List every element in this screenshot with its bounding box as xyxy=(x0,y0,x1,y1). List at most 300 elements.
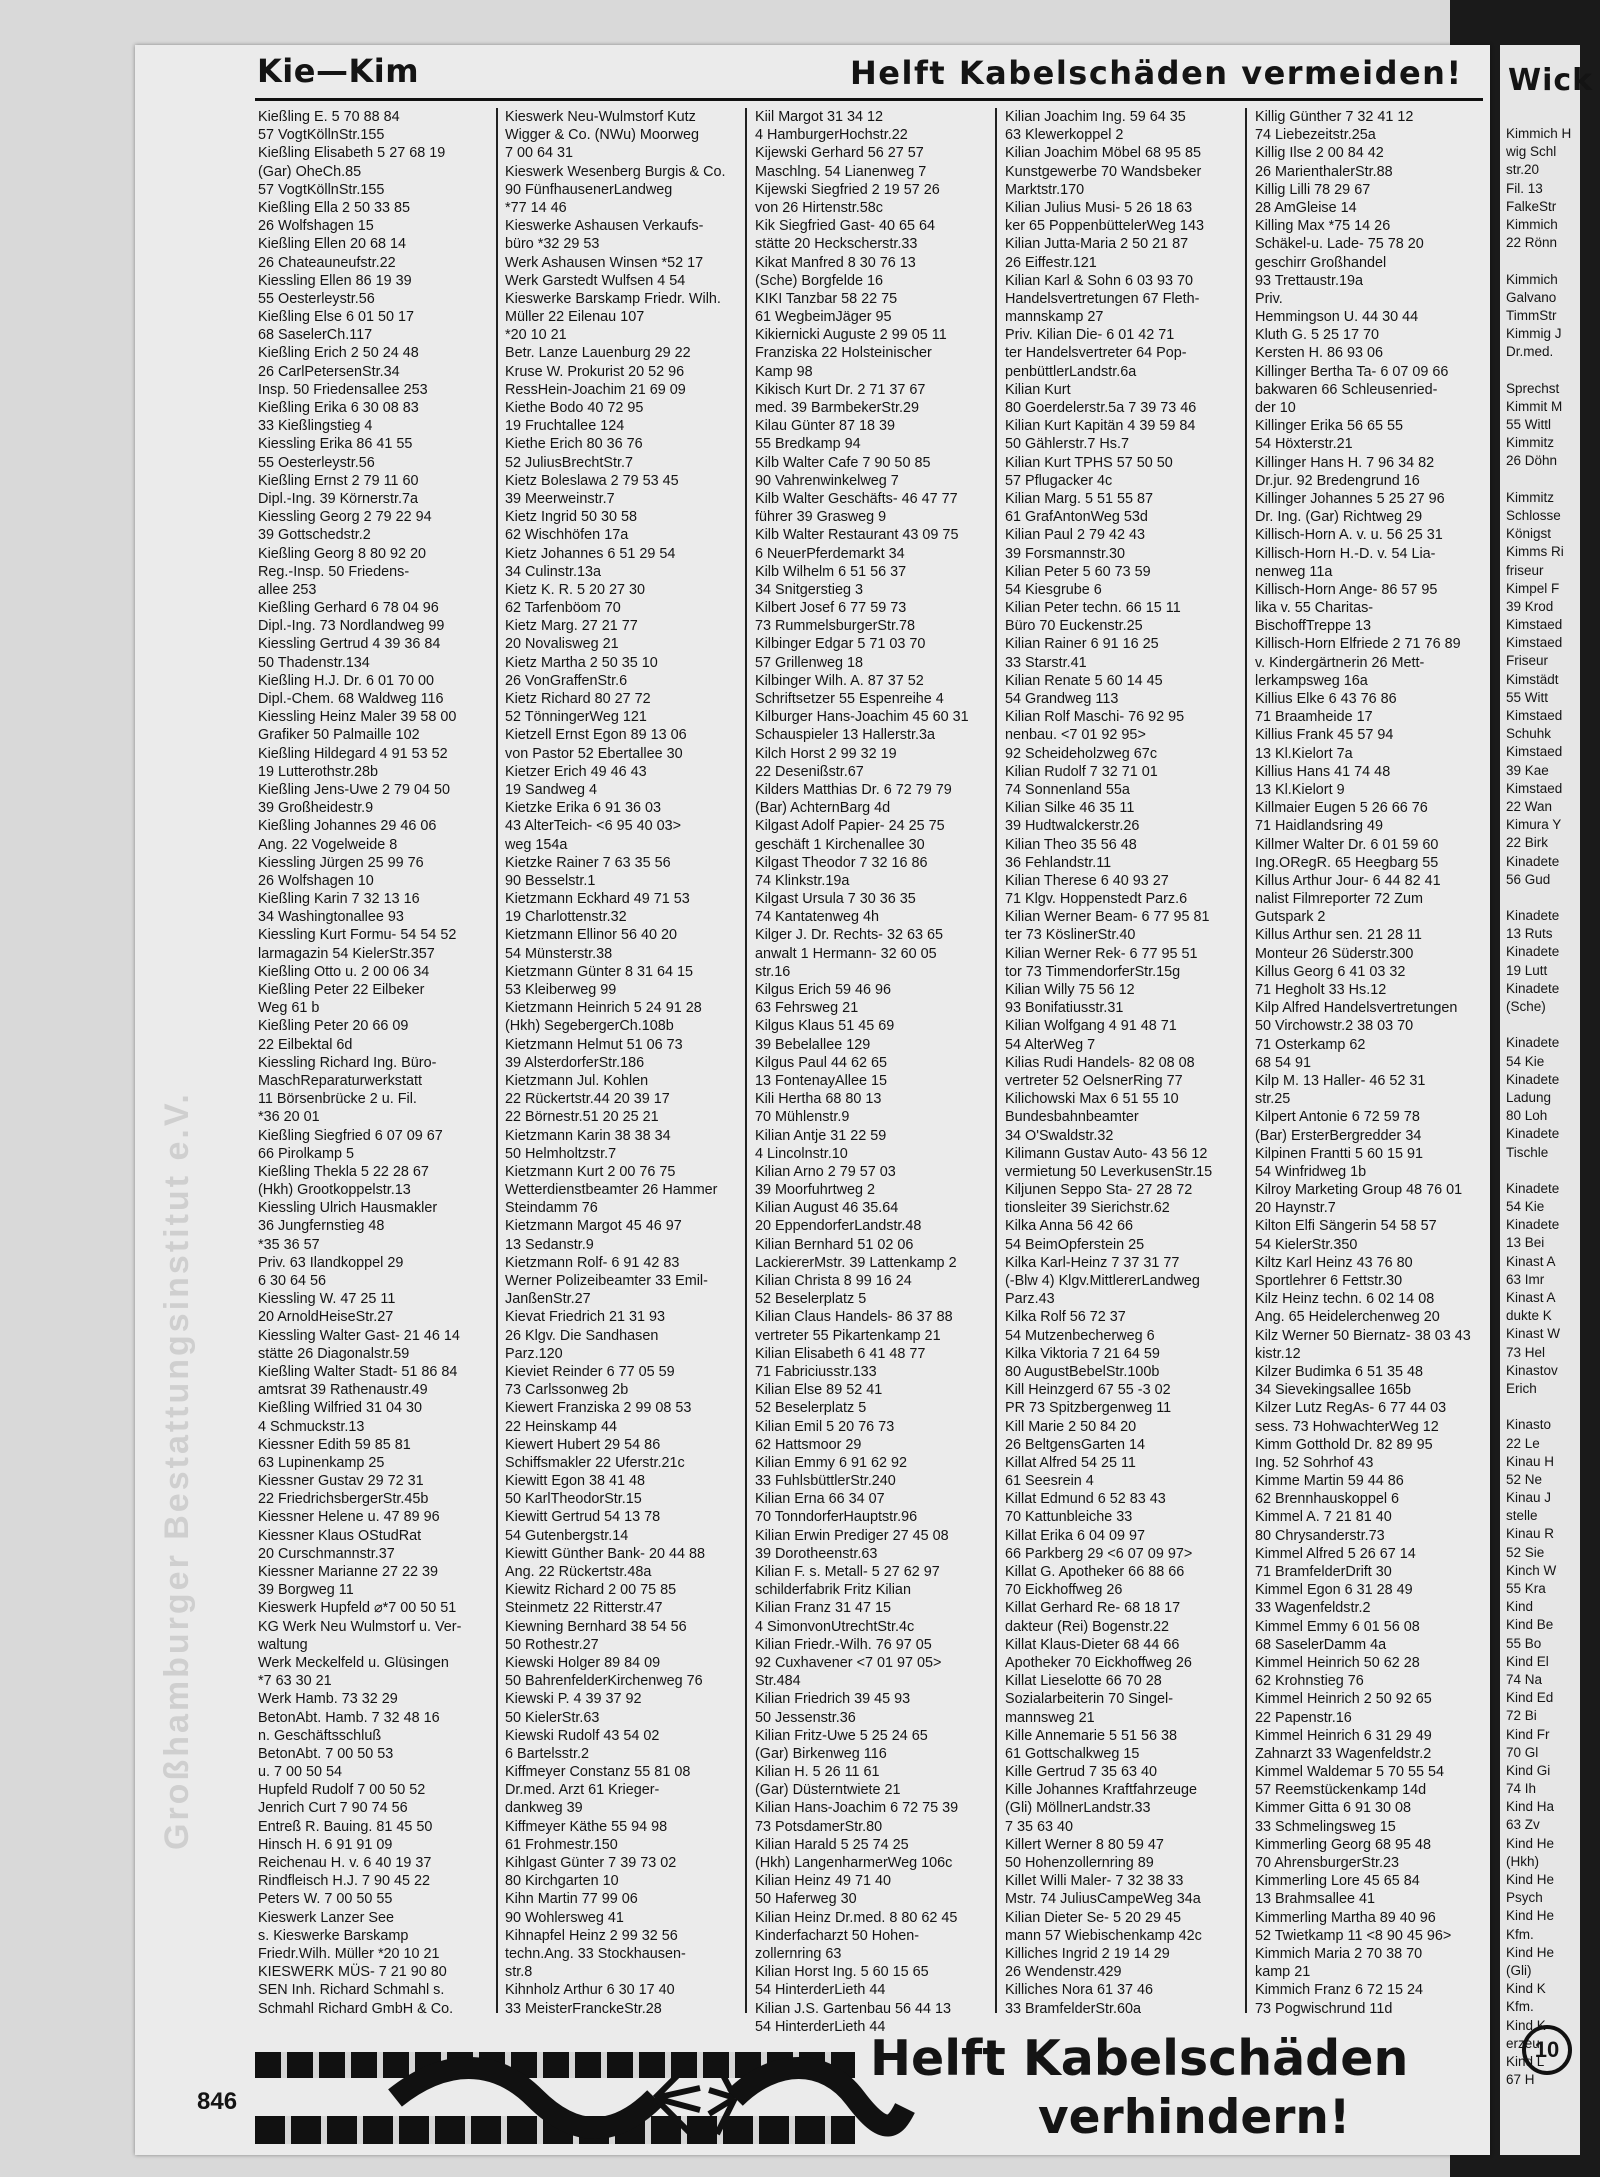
listing-line: Killat Lieselotte 66 70 28 xyxy=(1005,1673,1162,1690)
listing-line: kistr.12 xyxy=(1255,1345,1301,1362)
listing-line: Kilian J.S. Gartenbau 56 44 13 xyxy=(755,2000,952,2017)
listing-line: Schmahl Richard GmbH & Co. xyxy=(258,2000,454,2017)
listing-line: Kiessling Walter Gast- 21 46 14 xyxy=(258,1327,460,1344)
listing-line: SEN Inh. Richard Schmahl s. xyxy=(258,1982,445,1999)
next-page-line: Kimmit M xyxy=(1506,398,1563,414)
listing-line: 54 HinterderLieth 44 xyxy=(755,2018,886,2035)
listing-line: Kimmerling Martha 89 40 96 xyxy=(1255,1909,1436,1926)
listing-line: Kilau Günter 87 18 39 xyxy=(755,418,896,435)
next-page-line: Kind He xyxy=(1506,1835,1555,1851)
listing-line: 50 BahrenfelderKirchenweg 76 xyxy=(505,1673,703,1690)
next-page-line: 39 Kae xyxy=(1506,762,1549,778)
listing-line: Dr. Ing. (Gar) Richtweg 29 xyxy=(1255,509,1423,526)
listing-line: allee 253 xyxy=(258,581,317,598)
listing-line: Kihlgast Günter 7 39 73 02 xyxy=(505,1855,677,1871)
listing-line: mann 57 Wiebischenkamp 42c xyxy=(1005,1927,1202,1944)
listing-line: Kihn Martin 77 99 06 xyxy=(505,1891,638,1908)
listing-line: Kilian Erwin Prediger 27 45 08 xyxy=(755,1527,949,1544)
listing-line: Kimmel Heinrich 2 50 92 65 xyxy=(1255,1691,1432,1708)
listing-line: *7 63 30 21 xyxy=(258,1673,332,1690)
next-page-line: Kind Be xyxy=(1506,1617,1554,1633)
listing-line: 54 Münsterstr.38 xyxy=(505,945,613,962)
listing-line: *35 36 57 xyxy=(258,1236,320,1253)
listing-line: Kießling Jens-Uwe 2 79 04 50 xyxy=(258,781,450,798)
listing-line: 54 Kiesgrube 6 xyxy=(1005,581,1102,598)
listing-line: 73 Pogwischrund 11d xyxy=(1255,2000,1393,2017)
listing-line: 50 Gählerstr.7 Hs.7 xyxy=(1005,436,1129,453)
listing-line: Kiljunen Seppo Sta- 27 28 72 xyxy=(1005,1182,1193,1199)
listing-line: Kietz Marg. 27 21 77 xyxy=(505,618,638,635)
listing-line: Kießling Hildegard 4 91 53 52 xyxy=(258,745,448,762)
listing-line: Kilian Claus Handels- 86 37 88 xyxy=(755,1309,953,1326)
listing-line: Marktstr.170 xyxy=(1005,181,1085,198)
listing-line: Killing Max *75 14 26 xyxy=(1255,218,1391,235)
listing-line: Kilz Heinz techn. 6 02 14 08 xyxy=(1255,1291,1435,1308)
listing-line: Kilian August 46 35.64 xyxy=(755,1200,899,1217)
listing-line: Kilichowski Max 6 51 55 10 xyxy=(1005,1091,1179,1108)
listing-line: Kiessling W. 47 25 11 xyxy=(258,1291,396,1308)
listing-line: s. Kieswerke Barskamp xyxy=(258,1927,409,1944)
listing-line: Kilian Silke 46 35 11 xyxy=(1005,800,1135,817)
listing-line: Kietzmann Kurt 2 00 76 75 xyxy=(505,1163,676,1180)
listing-line: 93 Trettaustr.19a xyxy=(1255,272,1363,289)
listing-line: Kiessling Richard Ing. Büro- xyxy=(258,1054,437,1071)
listing-line: Kilian Heinz Dr.med. 8 80 62 45 xyxy=(755,1909,958,1926)
listing-line: Kiewning Bernhard 38 54 56 xyxy=(505,1618,687,1635)
listing-line: n. Geschäftsschluß xyxy=(258,1727,382,1744)
listing-line: 80 Chrysanderstr.73 xyxy=(1255,1527,1385,1544)
listing-line: Zahnarzt 33 Wagenfeldstr.2 xyxy=(1255,1745,1432,1762)
listing-line: Kikiernicki Auguste 2 99 05 11 xyxy=(755,327,947,344)
listing-line: Kießling Ella 2 50 33 85 xyxy=(258,199,411,216)
listing-line: Kilka Viktoria 7 21 64 59 xyxy=(1005,1345,1160,1362)
listing-line: Kilgus Paul 44 62 65 xyxy=(755,1054,888,1071)
listing-line: nenweg 11a xyxy=(1255,563,1333,580)
listing-line: (Gar) Düsterntwiete 21 xyxy=(755,1782,901,1799)
listing-line: 74 Kantatenweg 4h xyxy=(755,909,880,926)
listing-line: Kimmel Egon 6 31 28 49 xyxy=(1255,1582,1413,1599)
next-page-line: Tischle xyxy=(1506,1144,1549,1160)
next-page-line: Kinast A xyxy=(1506,1253,1556,1269)
listing-line: Kietzmann Heinrich 5 24 91 28 xyxy=(505,1000,702,1017)
listing-line: Ing. 52 Sohrhof 43 xyxy=(1255,1454,1374,1471)
listing-line: Kilz Werner 50 Biernatz- 38 03 43 xyxy=(1255,1327,1471,1344)
listing-line: Steindamm 76 xyxy=(505,1200,598,1217)
listing-line: 61 Seesrein 4 xyxy=(1005,1473,1094,1490)
listing-line: zollernring 63 xyxy=(755,1945,842,1962)
next-page-line: Kinadete xyxy=(1506,1180,1560,1196)
listing-line: 66 Parkberg 29 <6 07 09 97> xyxy=(1005,1545,1193,1562)
next-page-line: Kind xyxy=(1506,1599,1534,1615)
listing-line: Killus Georg 6 41 03 32 xyxy=(1255,963,1406,980)
listing-line: Kießling Erich 2 50 24 48 xyxy=(258,345,419,362)
listing-line: 71 Braamheide 17 xyxy=(1255,709,1373,726)
listing-line: 68 SaselerDamm 4a xyxy=(1255,1636,1387,1653)
listing-line: Priv. 63 Ilandkoppel 29 xyxy=(258,1254,404,1271)
next-page-line: 56 Gud xyxy=(1506,871,1551,887)
listing-line: Jenrich Curt 7 90 74 56 xyxy=(258,1800,408,1817)
listing-line: Reg.-Insp. 50 Friedens- xyxy=(258,563,410,580)
listing-column-3 xyxy=(755,108,990,2035)
listing-line: Kietz Boleslawa 2 79 53 45 xyxy=(505,472,679,489)
listing-line: Kilian Jutta-Maria 2 50 21 87 xyxy=(1005,236,1189,253)
listing-line: 90 FünfhausenerLandweg xyxy=(505,181,673,198)
listing-line: Kietz Richard 80 27 72 xyxy=(505,691,651,707)
next-page-line: Kind He xyxy=(1506,1908,1555,1924)
listing-line: 53 Kleiberweg 99 xyxy=(505,982,617,998)
listing-line: Kimmerling Georg 68 95 48 xyxy=(1255,1836,1431,1853)
next-page-line: Galvano xyxy=(1506,289,1557,305)
listing-line: Kimmer Gitta 6 91 30 08 xyxy=(1255,1800,1411,1817)
listing-line: Ang. 22 Rückertstr.48a xyxy=(505,1564,652,1580)
next-page-edge xyxy=(1500,45,1594,2155)
listing-line: Kilp Alfred Handelsvertretungen xyxy=(1255,1000,1458,1017)
next-page-line: stelle xyxy=(1506,1508,1538,1524)
header-rule xyxy=(255,98,1483,101)
listing-line: dankweg 39 xyxy=(505,1800,583,1817)
listing-line: Kik Siegfried Gast- 40 65 64 xyxy=(755,218,935,235)
listing-line: Werk Garstedt Wulfsen 4 54 xyxy=(505,272,686,289)
listing-line: 54 Grandweg 113 xyxy=(1005,691,1119,707)
listing-line: Killat Alfred 54 25 11 xyxy=(1005,1454,1136,1471)
listing-line: 34 Sievekingsallee 165b xyxy=(1255,1382,1412,1399)
next-page-line: Kinau J xyxy=(1506,1490,1552,1506)
listing-line: Killiches Nora 61 37 46 xyxy=(1005,1982,1153,1999)
next-page-line: 67 H xyxy=(1506,2072,1535,2088)
column-divider xyxy=(995,108,997,2013)
listing-line: Steinmetz 22 Ritterstr.47 xyxy=(505,1600,663,1617)
listing-line: Schauspieler 13 Hallerstr.3a xyxy=(755,727,935,744)
listing-line: 71 Fabriciusstr.133 xyxy=(755,1363,877,1380)
next-page-line: Kinastov xyxy=(1506,1362,1558,1378)
next-page-line: Kinadete xyxy=(1506,1035,1560,1051)
listing-line: Kietzmann Rolf- 6 91 42 83 xyxy=(505,1254,680,1271)
listing-line: Ang. 65 Heidelerchenweg 20 xyxy=(1255,1309,1440,1326)
next-page-line: 52 Ne xyxy=(1506,1471,1543,1487)
listing-line: Kiessner Gustav 29 72 31 xyxy=(258,1473,424,1490)
next-page-line: 22 Rönn xyxy=(1506,235,1558,251)
listing-line: 54 Mutzenbecherweg 6 xyxy=(1005,1327,1155,1344)
next-page-line: Kimstaed xyxy=(1506,708,1563,723)
cable-damage-advert xyxy=(255,2030,1483,2150)
listing-line: Insp. 50 Friedensallee 253 xyxy=(258,381,428,398)
next-page-line: 54 Kie xyxy=(1506,1053,1545,1069)
listing-line: Kievat Friedrich 21 31 93 xyxy=(505,1309,665,1326)
listing-line: Kieswerke Ashausen Verkaufs- xyxy=(505,218,704,235)
listing-line: Kimmel Heinrich 6 31 29 49 xyxy=(1255,1727,1432,1744)
listing-line: Wetterdienstbeamter 26 Hammer xyxy=(505,1182,718,1199)
listing-line: 26 Klgv. Die Sandhasen xyxy=(505,1327,659,1344)
listing-line: Kilian Friedrich 39 45 93 xyxy=(755,1691,911,1708)
next-page-line: Kinast W xyxy=(1506,1326,1561,1342)
listing-line: Kilbinger Edgar 5 71 03 70 xyxy=(755,636,926,653)
listing-line: Killig Günther 7 32 41 12 xyxy=(1255,109,1414,125)
listing-line: 39 Borgweg 11 xyxy=(258,1582,354,1599)
listing-line: Kieswerke Barskamp Friedr. Wilh. xyxy=(505,290,721,307)
listing-line: Kilton Elfi Sängerin 54 58 57 xyxy=(1255,1218,1437,1235)
next-page-line xyxy=(1506,252,1586,270)
next-page-line: Kinast A xyxy=(1506,1290,1556,1305)
listing-line: Dipl.-Chem. 68 Waldweg 116 xyxy=(258,691,444,707)
listing-line: 39 AlsterdorferStr.186 xyxy=(505,1054,645,1071)
listing-line: 54 Gutenbergstr.14 xyxy=(505,1527,629,1544)
next-page-line: 22 Wan xyxy=(1506,798,1553,814)
listing-line: Kiewski Rudolf 43 54 02 xyxy=(505,1727,660,1744)
listing-line: Kilian Joachim Ing. 59 64 35 xyxy=(1005,109,1186,125)
listing-line: *36 20 01 xyxy=(258,1109,320,1126)
next-page-line: 52 Sie xyxy=(1506,1544,1545,1560)
listing-line: Kiethe Bodo 40 72 95 xyxy=(505,400,644,416)
listing-line: Kietzell Ernst Egon 89 13 06 xyxy=(505,727,687,744)
next-page-line: erzeu xyxy=(1506,2035,1540,2051)
listing-line: Kilpert Antonie 6 72 59 78 xyxy=(1255,1109,1420,1126)
next-page-line: Kinadete xyxy=(1506,1217,1560,1233)
listing-line: Kilian Dieter Se- 5 20 29 45 xyxy=(1005,1909,1181,1926)
listing-line: Kilian Kurt xyxy=(1005,381,1071,398)
next-page-line: 55 Witt xyxy=(1506,689,1549,705)
advert-subline: verhindern! xyxy=(1038,2090,1351,2145)
listing-line: 62 Tarfenböom 70 xyxy=(505,600,621,617)
listing-line: 22 FriedrichsbergerStr.45b xyxy=(258,1491,429,1508)
listing-line: 73 Carlssonweg 2b xyxy=(505,1382,629,1399)
listing-line: 50 Haferweg 30 xyxy=(755,1891,857,1908)
next-page-line: Kimmich H xyxy=(1506,126,1572,141)
listing-line: Kietzke Erika 6 91 36 03 xyxy=(505,800,661,817)
listing-line: 33 MeisterFranckeStr.28 xyxy=(505,2000,662,2017)
listing-line: Killig Lilli 78 29 67 xyxy=(1255,181,1371,198)
listing-line: Kilian Arno 2 79 57 03 xyxy=(755,1163,896,1180)
listing-line: 39 Hudtwalckerstr.26 xyxy=(1005,818,1140,835)
listing-line: 39 Großheidestr.9 xyxy=(258,800,374,817)
listing-line: Kieviet Reinder 6 77 05 59 xyxy=(505,1363,675,1380)
listing-line: 54 AlterWeg 7 xyxy=(1005,1036,1096,1053)
next-page-header: Wick xyxy=(1508,63,1594,98)
listing-line: Monteur 26 Süderstr.300 xyxy=(1255,945,1414,962)
listing-column-5 xyxy=(1255,108,1490,2018)
listing-line: 70 Mühlenstr.9 xyxy=(755,1109,850,1126)
listing-line: 54 KielerStr.350 xyxy=(1255,1236,1358,1253)
listing-line: Dr.jur. 92 Bredengrund 16 xyxy=(1255,472,1420,489)
listing-line: 80 Kirchgarten 10 xyxy=(505,1873,619,1890)
listing-line: 70 Kattunbleiche 33 xyxy=(1005,1509,1133,1526)
listing-line: (Gar) OheCh.85 xyxy=(258,163,362,180)
listing-line: 39 Meerweinstr.7 xyxy=(505,490,615,507)
listing-line: Kiessling Ellen 86 19 39 xyxy=(258,272,412,289)
listing-line: 74 Liebezeitstr.25a xyxy=(1255,127,1376,144)
listing-line: Kilbert Josef 6 77 59 73 xyxy=(755,600,907,617)
listing-line: Kilbinger Wilh. A. 87 37 52 xyxy=(755,672,924,689)
listing-line: tor 73 TimmendorferStr.15g xyxy=(1005,963,1181,980)
listing-line: BetonAbt. 7 00 50 53 xyxy=(258,1745,394,1762)
listing-line: Kiewitz Richard 2 00 75 85 xyxy=(505,1582,677,1599)
listing-line: Kilian Karl & Sohn 6 03 93 70 xyxy=(1005,272,1194,289)
listing-line: Kilian Harald 5 25 74 25 xyxy=(755,1836,909,1853)
listing-line: penbüttlerLandstr.6a xyxy=(1005,363,1137,380)
listing-line: Kilb Walter Geschäfts- 46 47 77 xyxy=(755,490,958,507)
listing-line: Killus Arthur sen. 21 28 11 xyxy=(1255,927,1422,944)
listing-line: nenbau. <7 01 92 95> xyxy=(1005,727,1146,744)
listing-line: 39 Gottschedstr.2 xyxy=(258,527,371,544)
listing-line: Kilian Rudolf 7 32 71 01 xyxy=(1005,763,1158,780)
listing-line: 22 Heinskamp 44 xyxy=(505,1418,617,1435)
listing-line: Kimmel Waldemar 5 70 55 54 xyxy=(1255,1764,1445,1781)
listing-line: Kiewert Franziska 2 99 08 53 xyxy=(505,1400,692,1417)
listing-line: Kiffmeyer Käthe 55 94 98 xyxy=(505,1818,668,1835)
next-page-line: Kinadete xyxy=(1506,944,1560,960)
listing-line: 71 BramfelderDrift 30 xyxy=(1255,1564,1392,1580)
listing-line: Kilka Rolf 56 72 37 xyxy=(1005,1309,1126,1326)
listing-line: 92 Cuxhavener <7 01 97 05> xyxy=(755,1654,942,1671)
next-page-line: Kind El xyxy=(1506,1653,1549,1669)
listing-line: 6 30 64 56 xyxy=(258,1273,327,1289)
listing-line: 63 Fehrsweg 21 xyxy=(755,1000,859,1017)
next-page-line: 13 Bei xyxy=(1506,1235,1545,1251)
listing-line: 90 Besselstr.1 xyxy=(505,872,596,889)
listing-line: Kilian Horst Ing. 5 60 15 65 xyxy=(755,1964,929,1981)
listing-line: Kilgast Theodor 7 32 16 86 xyxy=(755,854,928,871)
next-page-line: Kimmich xyxy=(1506,271,1558,287)
listing-line: 26 CarlPetersenStr.34 xyxy=(258,363,400,380)
next-page-line: Kimura Y xyxy=(1506,817,1562,833)
listing-line: Kilian Christa 8 99 16 24 xyxy=(755,1273,912,1289)
listing-line: Kießling Karin 7 32 13 16 xyxy=(258,891,420,908)
listing-line: dakteur (Rei) Bogenstr.22 xyxy=(1005,1618,1169,1635)
listing-line: Büro 70 Euckenstr.25 xyxy=(1005,618,1143,635)
listing-line: Kilgus Erich 59 46 96 xyxy=(755,982,891,998)
listing-line: Werk Ashausen Winsen *52 17 xyxy=(505,254,704,271)
listing-line: Killinger Bertha Ta- 6 07 09 66 xyxy=(1255,363,1449,380)
listing-line: 22 Papenstr.16 xyxy=(1255,1709,1352,1726)
next-page-line: 73 Hel xyxy=(1506,1344,1546,1360)
listing-line: 52 Twietkamp 11 <8 90 45 96> xyxy=(1255,1927,1452,1944)
next-page-line: 55 Kra xyxy=(1506,1581,1546,1596)
next-page-line xyxy=(1506,471,1586,489)
listing-line: Hupfeld Rudolf 7 00 50 52 xyxy=(258,1782,426,1799)
listing-line: Franziska 22 Holsteinischer xyxy=(755,345,932,362)
next-page-line: Kinadete xyxy=(1506,1071,1560,1087)
listing-line: *20 10 21 xyxy=(505,327,567,344)
listing-line: 62 Brennhauskoppel 6 xyxy=(1255,1491,1400,1508)
listing-line: 63 Lupinenkamp 25 xyxy=(258,1454,385,1471)
listing-line: med. 39 BarmbekerStr.29 xyxy=(755,400,919,416)
listing-line: 61 GrafAntonWeg 53d xyxy=(1005,509,1148,526)
listing-line: ter 73 KöslinerStr.40 xyxy=(1005,927,1136,944)
listing-line: Kießling Else 6 01 50 17 xyxy=(258,309,414,326)
column-divider xyxy=(1245,108,1247,2013)
listing-line: Kilroy Marketing Group 48 76 01 xyxy=(1255,1182,1463,1199)
listing-line: Apotheker 70 Eickhoffweg 26 xyxy=(1005,1654,1192,1671)
listing-line: str.25 xyxy=(1255,1091,1291,1108)
next-page-line: Kinadete xyxy=(1506,1126,1560,1142)
listing-line: techn.Ang. 33 Stockhausen- xyxy=(505,1945,686,1962)
listing-line: Kietzmann Eckhard 49 71 53 xyxy=(505,891,690,908)
next-page-fragments xyxy=(1506,125,1586,2089)
listing-line: 54 BeimOpferstein 25 xyxy=(1005,1236,1145,1253)
next-page-line: Kimstädt xyxy=(1506,671,1559,687)
listing-line: 61 Gottschalkweg 15 xyxy=(1005,1745,1140,1762)
listing-line: (Bar) AchternBarg 4d xyxy=(755,800,891,817)
listing-line: Parz.120 xyxy=(505,1345,563,1362)
listing-line: 13 Kl.Kielort 7a xyxy=(1255,745,1353,762)
listing-line: geschirr Großhandel xyxy=(1255,254,1387,271)
listing-line: Kiessner Marianne 27 22 39 xyxy=(258,1564,438,1580)
listing-line: 26 BeltgensGarten 14 xyxy=(1005,1436,1146,1453)
listing-line: vertreter 55 Pikartenkamp 21 xyxy=(755,1327,941,1344)
listing-line: 19 Fruchtallee 124 xyxy=(505,418,625,435)
next-page-badge: 10 xyxy=(1522,2025,1572,2075)
listing-line: 71 Haidlandsring 49 xyxy=(1255,818,1384,835)
listing-line: (Hkh) SegebergerCh.108b xyxy=(505,1018,674,1035)
listing-line: 11 Börsenbrücke 2 u. Fil. xyxy=(258,1091,417,1108)
listing-line: Kilian Antje 31 22 59 xyxy=(755,1127,887,1144)
next-page-line: Dr.med. xyxy=(1506,344,1554,360)
listing-line: Kieswerk Lanzer See xyxy=(258,1909,394,1926)
next-page-line: Kind Fr xyxy=(1506,1726,1550,1742)
listing-line: Killisch-Horn Elfriede 2 71 76 89 xyxy=(1255,636,1461,653)
listing-line: 90 Wohlersweg 41 xyxy=(505,1909,624,1926)
listing-line: Kikisch Kurt Dr. 2 71 37 67 xyxy=(755,381,926,398)
listing-line: 73 PotsdamerStr.80 xyxy=(755,1818,883,1835)
listing-line: büro *32 29 53 xyxy=(505,236,600,253)
listing-line: ker 65 PoppenbüttelerWeg 143 xyxy=(1005,218,1204,235)
listing-line: 93 Bonifatiusstr.31 xyxy=(1005,1000,1124,1017)
next-page-line: Kfm. xyxy=(1506,1999,1534,2015)
listing-line: Hinsch H. 6 91 91 09 xyxy=(258,1836,393,1853)
listing-line: 92 Scheideholzweg 67c xyxy=(1005,745,1158,762)
next-page-line: 72 Bi xyxy=(1506,1708,1537,1724)
listing-line: Wigger & Co. (NWu) Moorweg xyxy=(505,127,700,144)
listing-line: Kiewitt Egon 38 41 48 xyxy=(505,1473,646,1490)
next-page-line: 74 Ih xyxy=(1506,1781,1537,1797)
next-page-line: Fil. 13 xyxy=(1506,180,1543,196)
listing-line: 50 Thadenstr.134 xyxy=(258,654,370,671)
listing-line: Str.484 xyxy=(755,1673,801,1690)
listing-line: 33 Starstr.41 xyxy=(1005,654,1087,671)
listing-line: Killius Frank 45 57 94 xyxy=(1255,727,1394,744)
next-page-line: Friseur xyxy=(1506,653,1549,669)
next-page-line: Schlosse xyxy=(1506,507,1561,523)
listing-line: 4 Lincolnstr.10 xyxy=(755,1145,848,1162)
listing-line: Sportlehrer 6 Fettstr.30 xyxy=(1255,1273,1403,1289)
listing-line: Kihnholz Arthur 6 30 17 40 xyxy=(505,1982,675,1999)
next-page-line: dukte K xyxy=(1506,1308,1552,1324)
listing-line: KIKI Tanzbar 58 22 75 xyxy=(755,290,898,307)
listing-line: Kiessling Ulrich Hausmakler xyxy=(258,1200,438,1217)
listing-line: tionsleiter 39 Sierichstr.62 xyxy=(1005,1200,1170,1217)
listing-line: JanßenStr.27 xyxy=(505,1291,591,1308)
next-page-line xyxy=(1506,1016,1586,1034)
listing-line: amtsrat 39 Rathenaustr.49 xyxy=(258,1382,428,1399)
listing-line: Kiessner Helene u. 47 89 96 xyxy=(258,1509,440,1526)
cut-cable-icon xyxy=(385,2038,905,2150)
listing-line: (Gar) Birkenweg 116 xyxy=(755,1745,887,1762)
listing-line: Kietz Johannes 6 51 29 54 xyxy=(505,545,676,562)
listing-line: Dr.med. Arzt 61 Krieger- xyxy=(505,1782,660,1799)
listing-line: Kilian Paul 2 79 42 43 xyxy=(1005,527,1146,544)
listing-line: Kilian Else 89 52 41 xyxy=(755,1382,883,1399)
listing-line: Peters W. 7 00 50 55 xyxy=(258,1891,393,1908)
listing-line: Betr. Lanze Lauenburg 29 22 xyxy=(505,345,691,362)
listing-line: 7 35 63 40 xyxy=(1005,1818,1074,1835)
listing-line: 39 Bebelallee 129 xyxy=(755,1036,871,1053)
listing-line: (Bar) ErsterBergredder 34 xyxy=(1255,1127,1422,1144)
listing-line: sess. 73 HohwachterWeg 12 xyxy=(1255,1418,1439,1435)
listing-line: v. Kindergärtnerin 26 Mett- xyxy=(1255,654,1425,671)
listing-column-4 xyxy=(1005,108,1240,2018)
listing-line: Kietzmann Ellinor 56 40 20 xyxy=(505,927,677,944)
listing-line: Kietzer Erich 49 46 43 xyxy=(505,763,647,780)
listing-line: 13 FontenayAllee 15 xyxy=(755,1072,888,1089)
